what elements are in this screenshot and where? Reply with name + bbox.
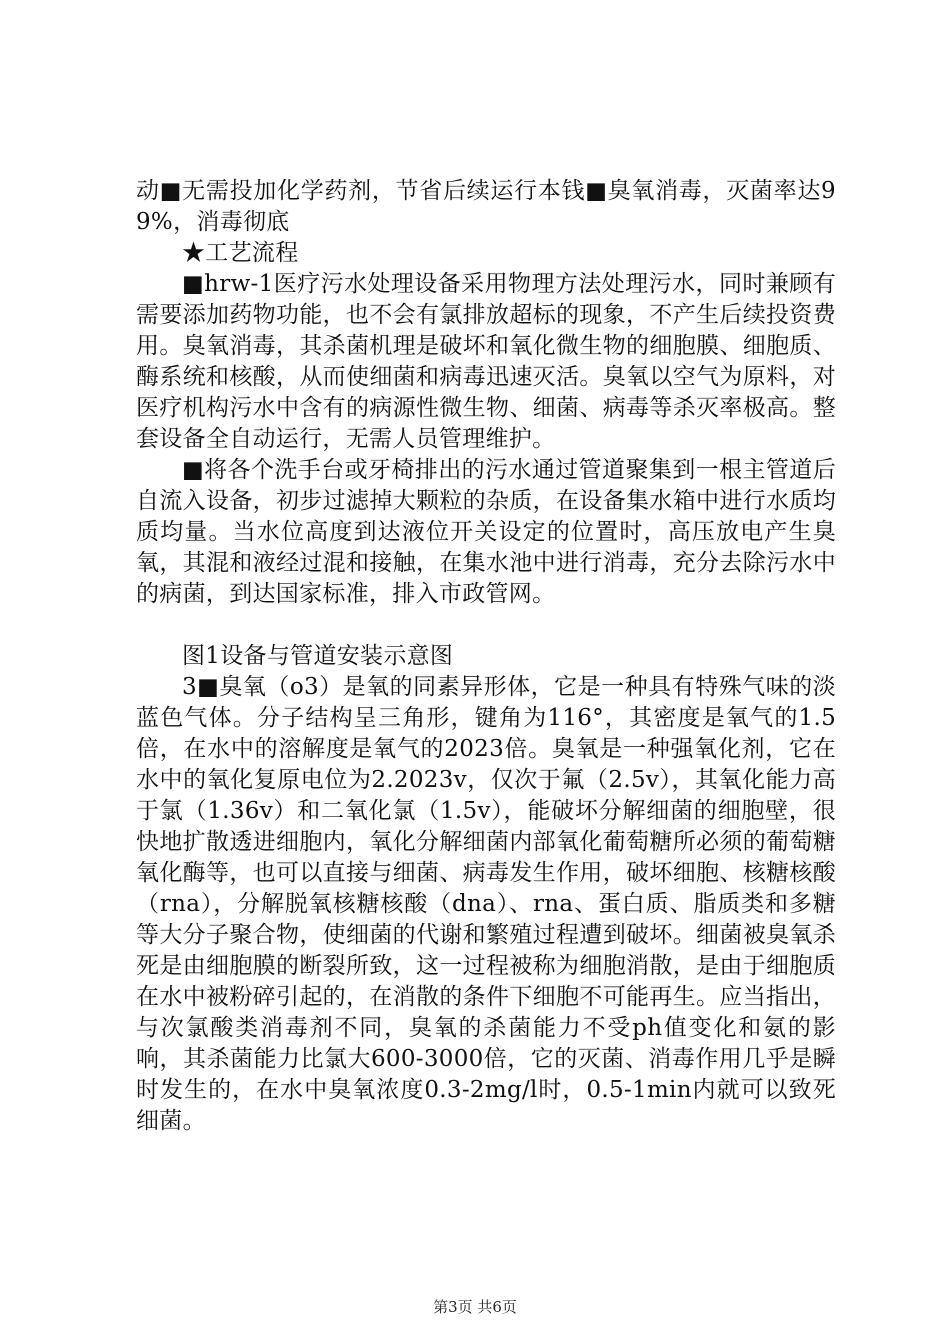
document-body [136, 176, 836, 1137]
paragraph-intro-continued: 动■无需投加化学药剂，节省后续运行本钱■臭氧消毒，灭菌率达99%，消毒彻底 [136, 178, 836, 235]
paragraph-spacer [136, 610, 836, 641]
paragraph-process-steps: ■将各个洗手台或牙椅排出的污水通过管道聚集到一根主管道后自流入设备，初步过滤掉大颗粒的杂质，在设备集水箱中进行水质均质均量。当水位高度到达液位开关设定的位置时，高压放电产生臭氧，其混和液经过混和接触，在集水池中进行消毒，充分去除污水中的病菌，到达国家标准，排入市政管网。 [136, 457, 836, 607]
page-footer: 第3页 共6页 [433, 1298, 517, 1316]
figure-caption: 图1设备与管道安装示意图 [182, 643, 454, 669]
paragraph-equipment-description: ■hrw-1医疗污水处理设备采用物理方法处理污水，同时兼顾有需要添加药物功能，也不会有氯排放超标的现象，不产生后续投资费用。臭氧消毒，其杀菌机理是破坏和氧化微生物的细胞膜、细胞质、酶系统和核酸，从而使细菌和病毒迅速灭活。臭氧以空气为原料，对医疗机构污水中含有的病源性微生物、细菌、病毒等杀灭率极高。整套设备全自动运行，无需人员管理维护。 [136, 271, 836, 452]
section-heading-process-flow: ★工艺流程 [182, 240, 299, 266]
paragraph-ozone-properties: 3■臭氧（o3）是氧的同素异形体，它是一种具有特殊气味的淡蓝色气体。分子结构呈三角形，键角为116°，其密度是氧气的1.5倍，在水中的溶解度是氧气的2023倍。臭氧是一种强氧化剂，它在水中的氧化复原电位为2.2023v，仅次于氟（2.5v），其氧化能力高于氯（1.36v）和二氧化氯（1.5v），能破坏分解细菌的细胞壁，很快地扩散透进细胞内，氧化分解细菌内部氧化葡萄糖所必须的葡萄糖氧化酶等，也可以直接与细菌、病毒发生作用，破坏细胞、核糖核酸（rna），分解脱氧核糖核酸（dna）、rna、蛋白质、脂质类和多糖等大分子聚合物，使细菌的代谢和繁殖过程遭到破坏。细菌被臭氧杀死是由细胞膜的断裂所致，这一过程被称为细胞消散，是由于细胞质在水中被粉碎引起的，在消散的条件下细胞不可能再生。应当指出，与次氯酸类消毒剂不同，臭氧的杀菌能力不受ph值变化和氨的影响，其杀菌能力比氯大600-3000倍，它的灭菌、消毒作用几乎是瞬时发生的，在水中臭氧浓度0.3-2mg/l时，0.5-1min内就可以致死细菌。 [136, 674, 836, 1134]
